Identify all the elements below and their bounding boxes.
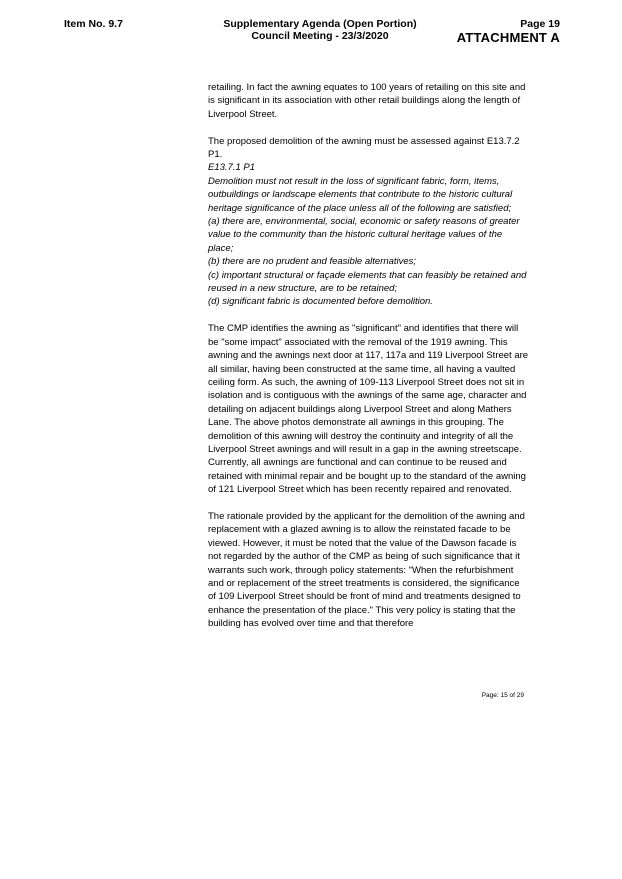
attachment-label: ATTACHMENT A bbox=[456, 30, 560, 45]
clause-item-d: (d) significant fabric is documented before demolition. bbox=[208, 296, 433, 308]
clause-item-a: (a) there are, environmental, social, economic or safety reasons of greater value to the community than the historic cultural heritage values of the place; bbox=[208, 216, 520, 254]
assessment-intro: The proposed demolition of the awning must be assessed against E13.7.2 P1. bbox=[208, 135, 520, 161]
paragraph-rationale: The rationale provided by the applicant for the demolition of the awning and replacement with a glazed awning is to allow the reinstated facade to be viewed. However, it must be noted that the value of the Dawson facade is not regarded by the author of the CMP as being of such significance that it warrants such work, through policy statements: "When the refurbishment and or replacement of the street treatments is considered, the significance of 109 Liverpool Street should be front of mind and treatments designed to enhance the presentation of the place." This very policy is stating that the building has evolved over time and that therefore bbox=[208, 510, 525, 630]
page-number: Page 19 bbox=[520, 18, 560, 30]
page-footer: Page: 15 of 29 bbox=[481, 692, 524, 699]
clause-body: Demolition must not result in the loss of significant fabric, form, items, outbuildings or landscape elements that contribute to the historic cultural heritage significance of the place unless all of the following are satisfied; bbox=[208, 175, 513, 214]
paragraph-cmp: The CMP identifies the awning as "significant" and identifies that there will be "some impact" associated with the removal of the 1919 awning. This awning and the awnings next door at 117, 117a and 119 Liverpool Street are all similar, having been constructed at the same time, all having a vaulted ceiling form. As such, the awning of 109-113 Liverpool Street does not sit in isolation and is contiguous with the awnings of the same age, character and detailing on adjacent buildings along Liverpool Street and along Mathers Lane. The above photos demonstrate all awnings in this grouping. The demolition of this awning will destroy the continuity and integrity of all the Liverpool Street awnings and will result in a gap in the awning streetscape. Currently, all awnings are functional and can continue to be reused and retained with minimal repair and be bought up to the standard of the awning of 121 Liverpool Street which has been recently repaired and renovated. bbox=[208, 323, 529, 496]
agenda-heading bbox=[200, 18, 440, 42]
paragraph-assessment bbox=[208, 135, 530, 309]
meeting-date: Council Meeting - 23/3/2020 bbox=[251, 30, 389, 42]
agenda-title: Supplementary Agenda (Open Portion) bbox=[223, 18, 417, 30]
item-number: Item No. 9.7 bbox=[64, 18, 123, 30]
clause-item-c: (c) important structural or façade elements that can feasibly be retained and reused in a new structure, are to be retained; bbox=[208, 269, 527, 295]
document-body bbox=[208, 81, 530, 644]
paragraph-retailing: retailing. In fact the awning equates to 100 years of retailing on this site and is significant in its association with other retail buildings along the length of Liverpool Street. bbox=[208, 82, 526, 120]
page-heading bbox=[457, 18, 560, 45]
clause-item-b: (b) there are no prudent and feasible alternatives; bbox=[208, 256, 417, 268]
clause-heading: E13.7.1 P1 bbox=[208, 162, 256, 174]
